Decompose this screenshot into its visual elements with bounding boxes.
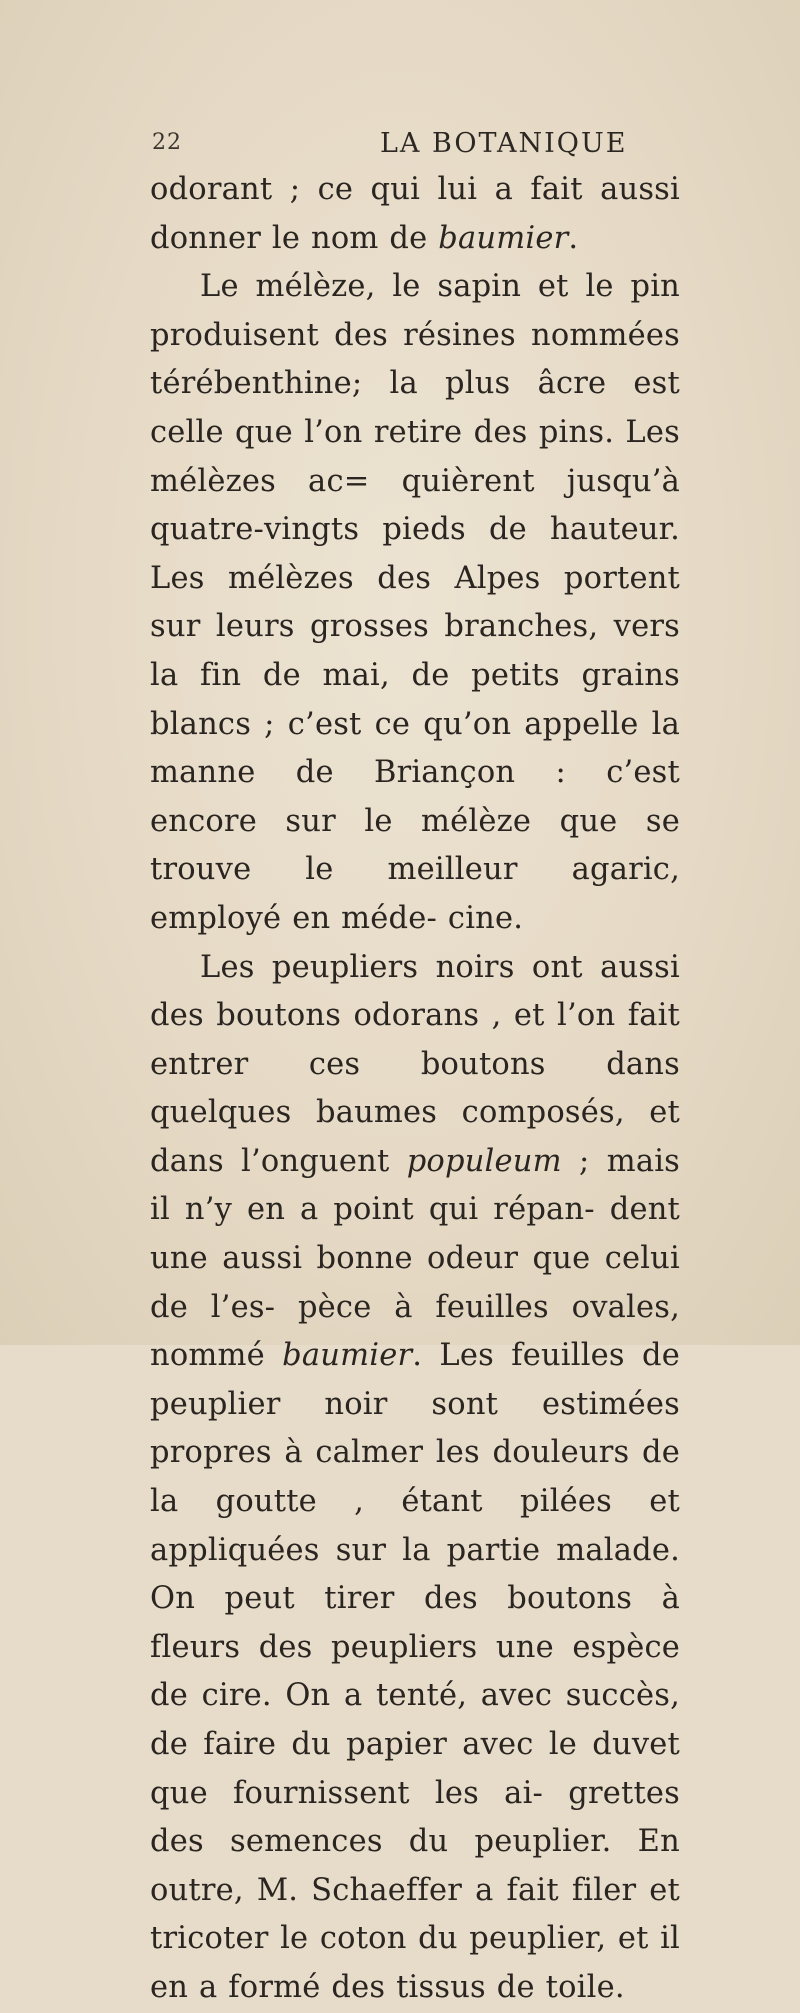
italic-term-baumier: baumier xyxy=(438,220,569,256)
paragraph-1-tail: . xyxy=(568,220,579,256)
paragraph-2-text: Le mélèze, le sapin et le pin produisent des résines nommées térébenthine; la plus âcre est celle que l’on retire des pins. Les mélèzes ac= quièrent jusqu’à quatre-vingts pieds de hauteur. Les mélèzes des Alpes portent sur leurs grosses branches, vers la fin de mai, de petits grains blancs ; c’est ce qu’on appelle la manne de Briançon : c’est encore sur le mélèze que se trouve le meilleur agaric, employé en méde- cine. xyxy=(150,269,680,936)
paragraph-continuation xyxy=(150,166,680,263)
italic-term-baumier-2: baumier xyxy=(282,1338,413,1374)
body-text xyxy=(150,166,680,2013)
paragraph-3-text-a: Les peupliers noirs ont aussi des boutons odorans , et l’on fait entrer ces boutons dans quelques baumes composés, et dans l’onguent xyxy=(150,949,680,1179)
page-number: 22 xyxy=(152,130,182,155)
page-header xyxy=(0,128,800,168)
italic-term-populeum: populeum xyxy=(406,1143,562,1179)
paragraph-3-text-c: . Les feuilles de peuplier noir sont estimées propres à calmer les douleurs de la goutte , étant pilées et appliquées sur la partie malade. On peut tirer des boutons à fleurs des peupliers une espèce de cire. On a tenté, avec succès, de faire du papier avec le duvet que fournissent les ai- grettes des semences du peuplier. En outre, M. Schaeffer a fait filer et tricoter le coton du peuplier, et il en a formé des tissus de toile. xyxy=(150,1338,680,2005)
running-title: LA BOTANIQUE xyxy=(380,128,628,159)
paragraph-meleze xyxy=(150,263,680,943)
paragraph-3-text-b: ; mais il n’y en a point qui répan- dent une aussi bonne odeur que celui de l’es- pèce à feuilles ovales, nommé xyxy=(150,1143,681,1374)
paragraph-1-text: odorant ; ce qui lui a fait aussi donner le nom de xyxy=(150,172,680,256)
paragraph-peupliers xyxy=(150,944,680,2013)
